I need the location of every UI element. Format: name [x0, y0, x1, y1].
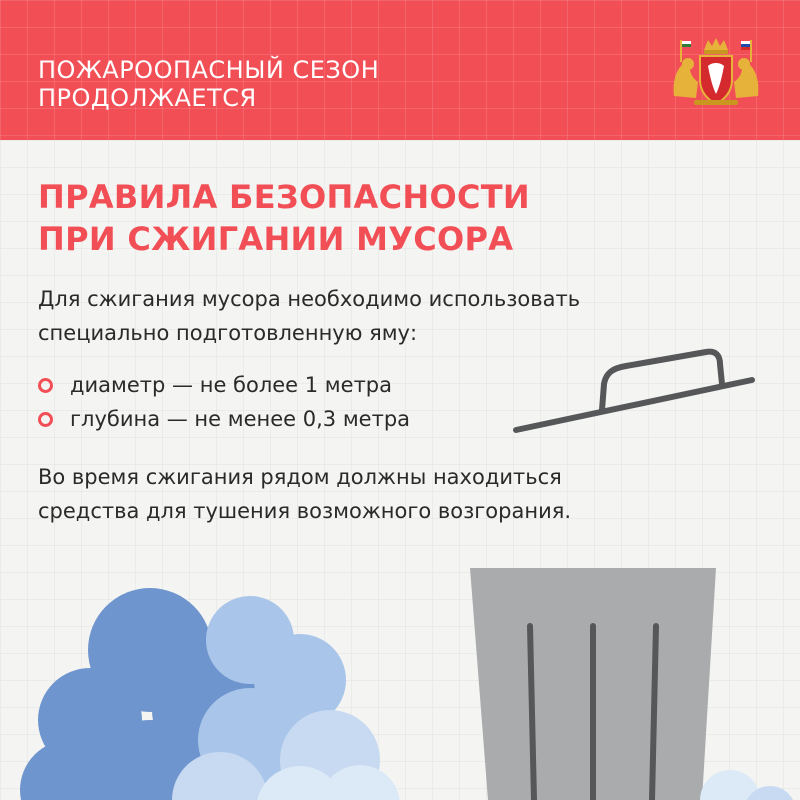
note-line-1: Во время сжигания рядом должны находиться [38, 465, 562, 489]
page-title-line-2: ПРИ СЖИГАНИИ МУСОРА [38, 220, 514, 258]
requirements-list [38, 368, 410, 436]
intro-line-2: специально подготовленную яму: [38, 321, 418, 345]
header-banner [0, 0, 800, 140]
page-title-line-1: ПРАВИЛА БЕЗОПАСНОСТИ [38, 178, 530, 216]
list-item-text: глубина — не менее 0,3 метра [70, 407, 411, 431]
list-item [38, 402, 410, 436]
intro-line-1: Для сжигания мусора необходимо использовать [38, 287, 581, 311]
header-title-line-2: ПРОДОЛЖАЕТСЯ [38, 84, 257, 112]
header-title-line-1: ПОЖАРООПАСНЫЙ СЕЗОН [38, 56, 380, 84]
list-item [38, 368, 410, 402]
note-paragraph [38, 460, 678, 528]
coat-of-arms-icon [668, 36, 764, 108]
bullet-circle-icon [38, 412, 53, 427]
page-title [38, 176, 530, 260]
header-title [38, 56, 379, 112]
bullet-circle-icon [38, 378, 53, 393]
note-line-2: средства для тушения возможного возгорания. [38, 499, 572, 523]
list-item-text: диаметр — не более 1 метра [70, 373, 393, 397]
intro-paragraph [38, 282, 678, 350]
